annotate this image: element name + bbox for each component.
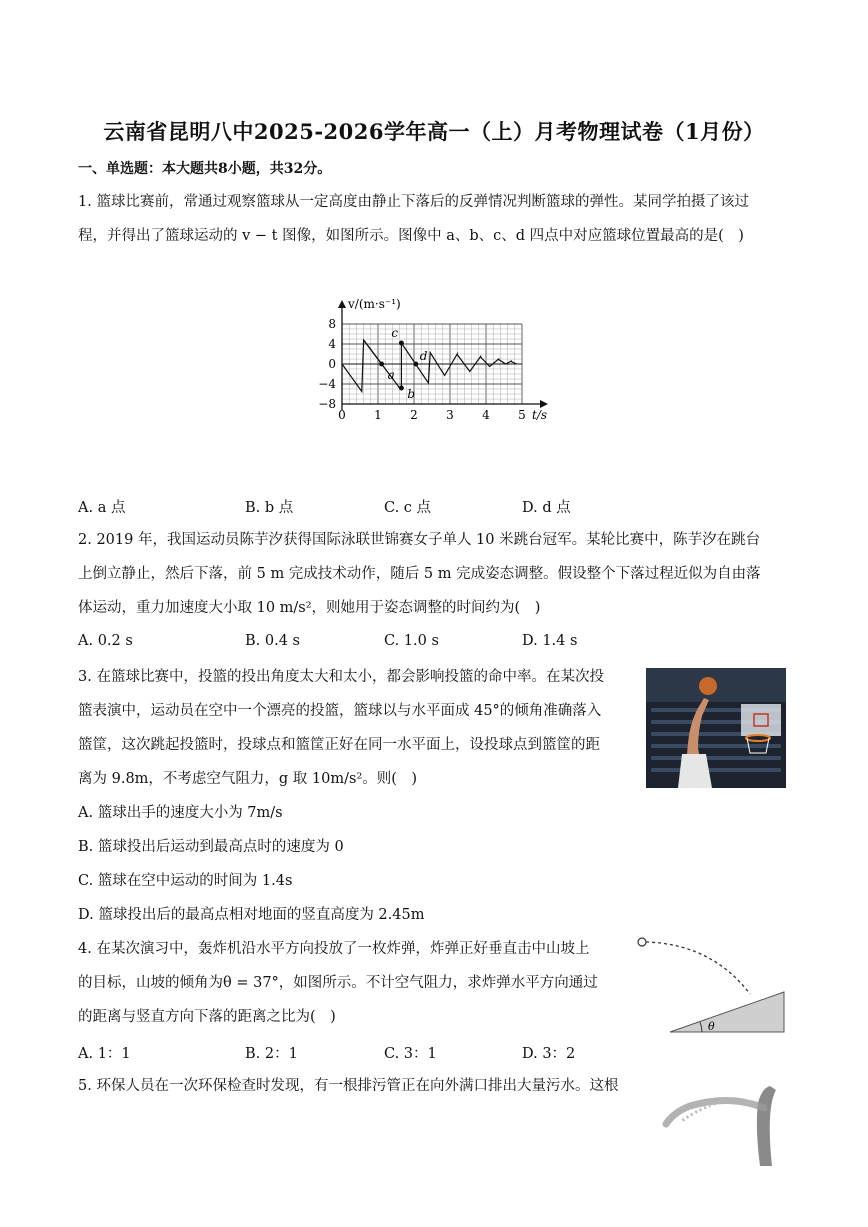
q4-option-b: B. 2：1 <box>245 1046 298 1062</box>
x-tick-label: 3 <box>446 408 454 422</box>
x-tick-label: 2 <box>410 408 418 422</box>
point-label-b: b <box>407 387 416 401</box>
point-a <box>379 362 384 367</box>
q2-line-2: 上倒立静止，然后下落，前 5 m 完成技术动作，随后 5 m 完成姿态调整。假设整个下落过程近似为自由落 <box>78 566 761 582</box>
point-label-c: c <box>391 326 399 340</box>
point-label-d: d <box>419 349 428 363</box>
slope-diagram <box>632 932 787 1042</box>
q4-option-d: D. 3：2 <box>522 1046 576 1062</box>
q2-option-d: D. 1.4 s <box>522 633 578 649</box>
q5-line-1: 5. 环保人员在一次环保检查时发现，有一根排污管正在向外满口排出大量污水。这根 <box>78 1078 619 1094</box>
q3-option-c: C. 篮球在空中运动的时间为 1.4s <box>78 873 293 889</box>
q3-line-2: 篮表演中，运动员在空中一个漂亮的投篮，篮球以与水平面成 45°的倾角准确落入 <box>78 703 602 719</box>
q4-line-2: 的目标，山坡的倾角为θ = 37°，如图所示。不计空气阻力，求炸弹水平方向通过 <box>78 975 598 991</box>
x-axis-arrow <box>540 400 548 408</box>
point-d <box>413 362 418 367</box>
vt-graph <box>310 252 560 464</box>
q1-option-c: C. c 点 <box>384 500 432 516</box>
y-tick-label: 8 <box>328 317 336 331</box>
q1-option-a: A. a 点 <box>78 500 126 516</box>
q4-option-a: A. 1：1 <box>78 1046 131 1062</box>
q3-option-a: A. 篮球出手的速度大小为 7m/s <box>78 805 283 821</box>
graph-labels <box>318 297 547 422</box>
x-tick-label: 0 <box>338 408 346 422</box>
y-tick-label: 4 <box>328 337 336 351</box>
theta-label: θ <box>708 1020 715 1033</box>
point-b <box>399 386 404 391</box>
q1-option-b: B. b 点 <box>245 500 294 516</box>
q1-line-1: 1. 篮球比赛前，常通过观察篮球从一定高度由静止下落后的反弹情况判断篮球的弹性。某同学拍摄了该过 <box>78 194 749 210</box>
point-c <box>399 341 404 346</box>
basketball-photo <box>646 668 786 788</box>
x-tick-label: 1 <box>374 408 382 422</box>
q3-option-d: D. 篮球投出后的最高点相对地面的竖直高度为 2.45m <box>78 907 425 923</box>
q3-line-3: 篮筐，这次跳起投篮时，投球点和篮筐正好在同一水平面上，设投球点到篮筐的距 <box>78 737 600 753</box>
q2-line-3: 体运动，重力加速度大小取 10 m/s²，则她用于姿态调整的时间约为( ) <box>78 600 541 616</box>
q1-option-d: D. d 点 <box>522 500 571 516</box>
q3-option-b: B. 篮球投出后运动到最高点时的速度为 0 <box>78 839 344 855</box>
section-heading: 一、单选题：本大题共8小题，共32分。 <box>78 161 332 177</box>
q2-option-c: C. 1.0 s <box>384 633 439 649</box>
x-tick-label: 4 <box>482 408 490 422</box>
q2-option-a: A. 0.2 s <box>78 633 133 649</box>
x-axis-label: t/s <box>532 408 548 422</box>
y-tick-label: −8 <box>318 397 336 411</box>
q1-line-2: 程，并得出了篮球运动的 v − t 图像，如图所示。图像中 a、b、c、d 四点中对应篮球位置最高的是( ) <box>78 228 744 244</box>
page-title: 云南省昆明八中2025-2026学年高一（上）月考物理试卷（1月份） <box>103 119 765 144</box>
y-tick-label: 0 <box>328 357 336 371</box>
q4-option-c: C. 3：1 <box>384 1046 437 1062</box>
y-axis-arrow <box>338 300 346 308</box>
q2-line-1: 2. 2019 年，我国运动员陈芋汐获得国际泳联世锦赛女子单人 10 米跳台冠军。某轮比赛中，陈芋汐在跳台 <box>78 532 761 548</box>
q4-line-3: 的距离与竖直方向下落的距离之比为( ) <box>78 1009 336 1025</box>
point-label-a: a <box>387 368 395 382</box>
q3-line-4: 离为 9.8m，不考虑空气阻力，g 取 10m/s²。则( ) <box>78 771 418 787</box>
y-tick-label: −4 <box>318 377 336 391</box>
y-axis-label: v/(m·s⁻¹) <box>348 297 401 311</box>
x-tick-label: 5 <box>518 408 526 422</box>
q2-option-b: B. 0.4 s <box>245 633 300 649</box>
q4-line-1: 4. 在某次演习中，轰炸机沿水平方向投放了一枚炸弹，炸弹正好垂直击中山坡上 <box>78 941 590 957</box>
pipe-diagram <box>660 1078 788 1168</box>
q3-line-1: 3. 在篮球比赛中，投篮的投出角度太大和太小，都会影响投篮的命中率。在某次投 <box>78 669 604 685</box>
